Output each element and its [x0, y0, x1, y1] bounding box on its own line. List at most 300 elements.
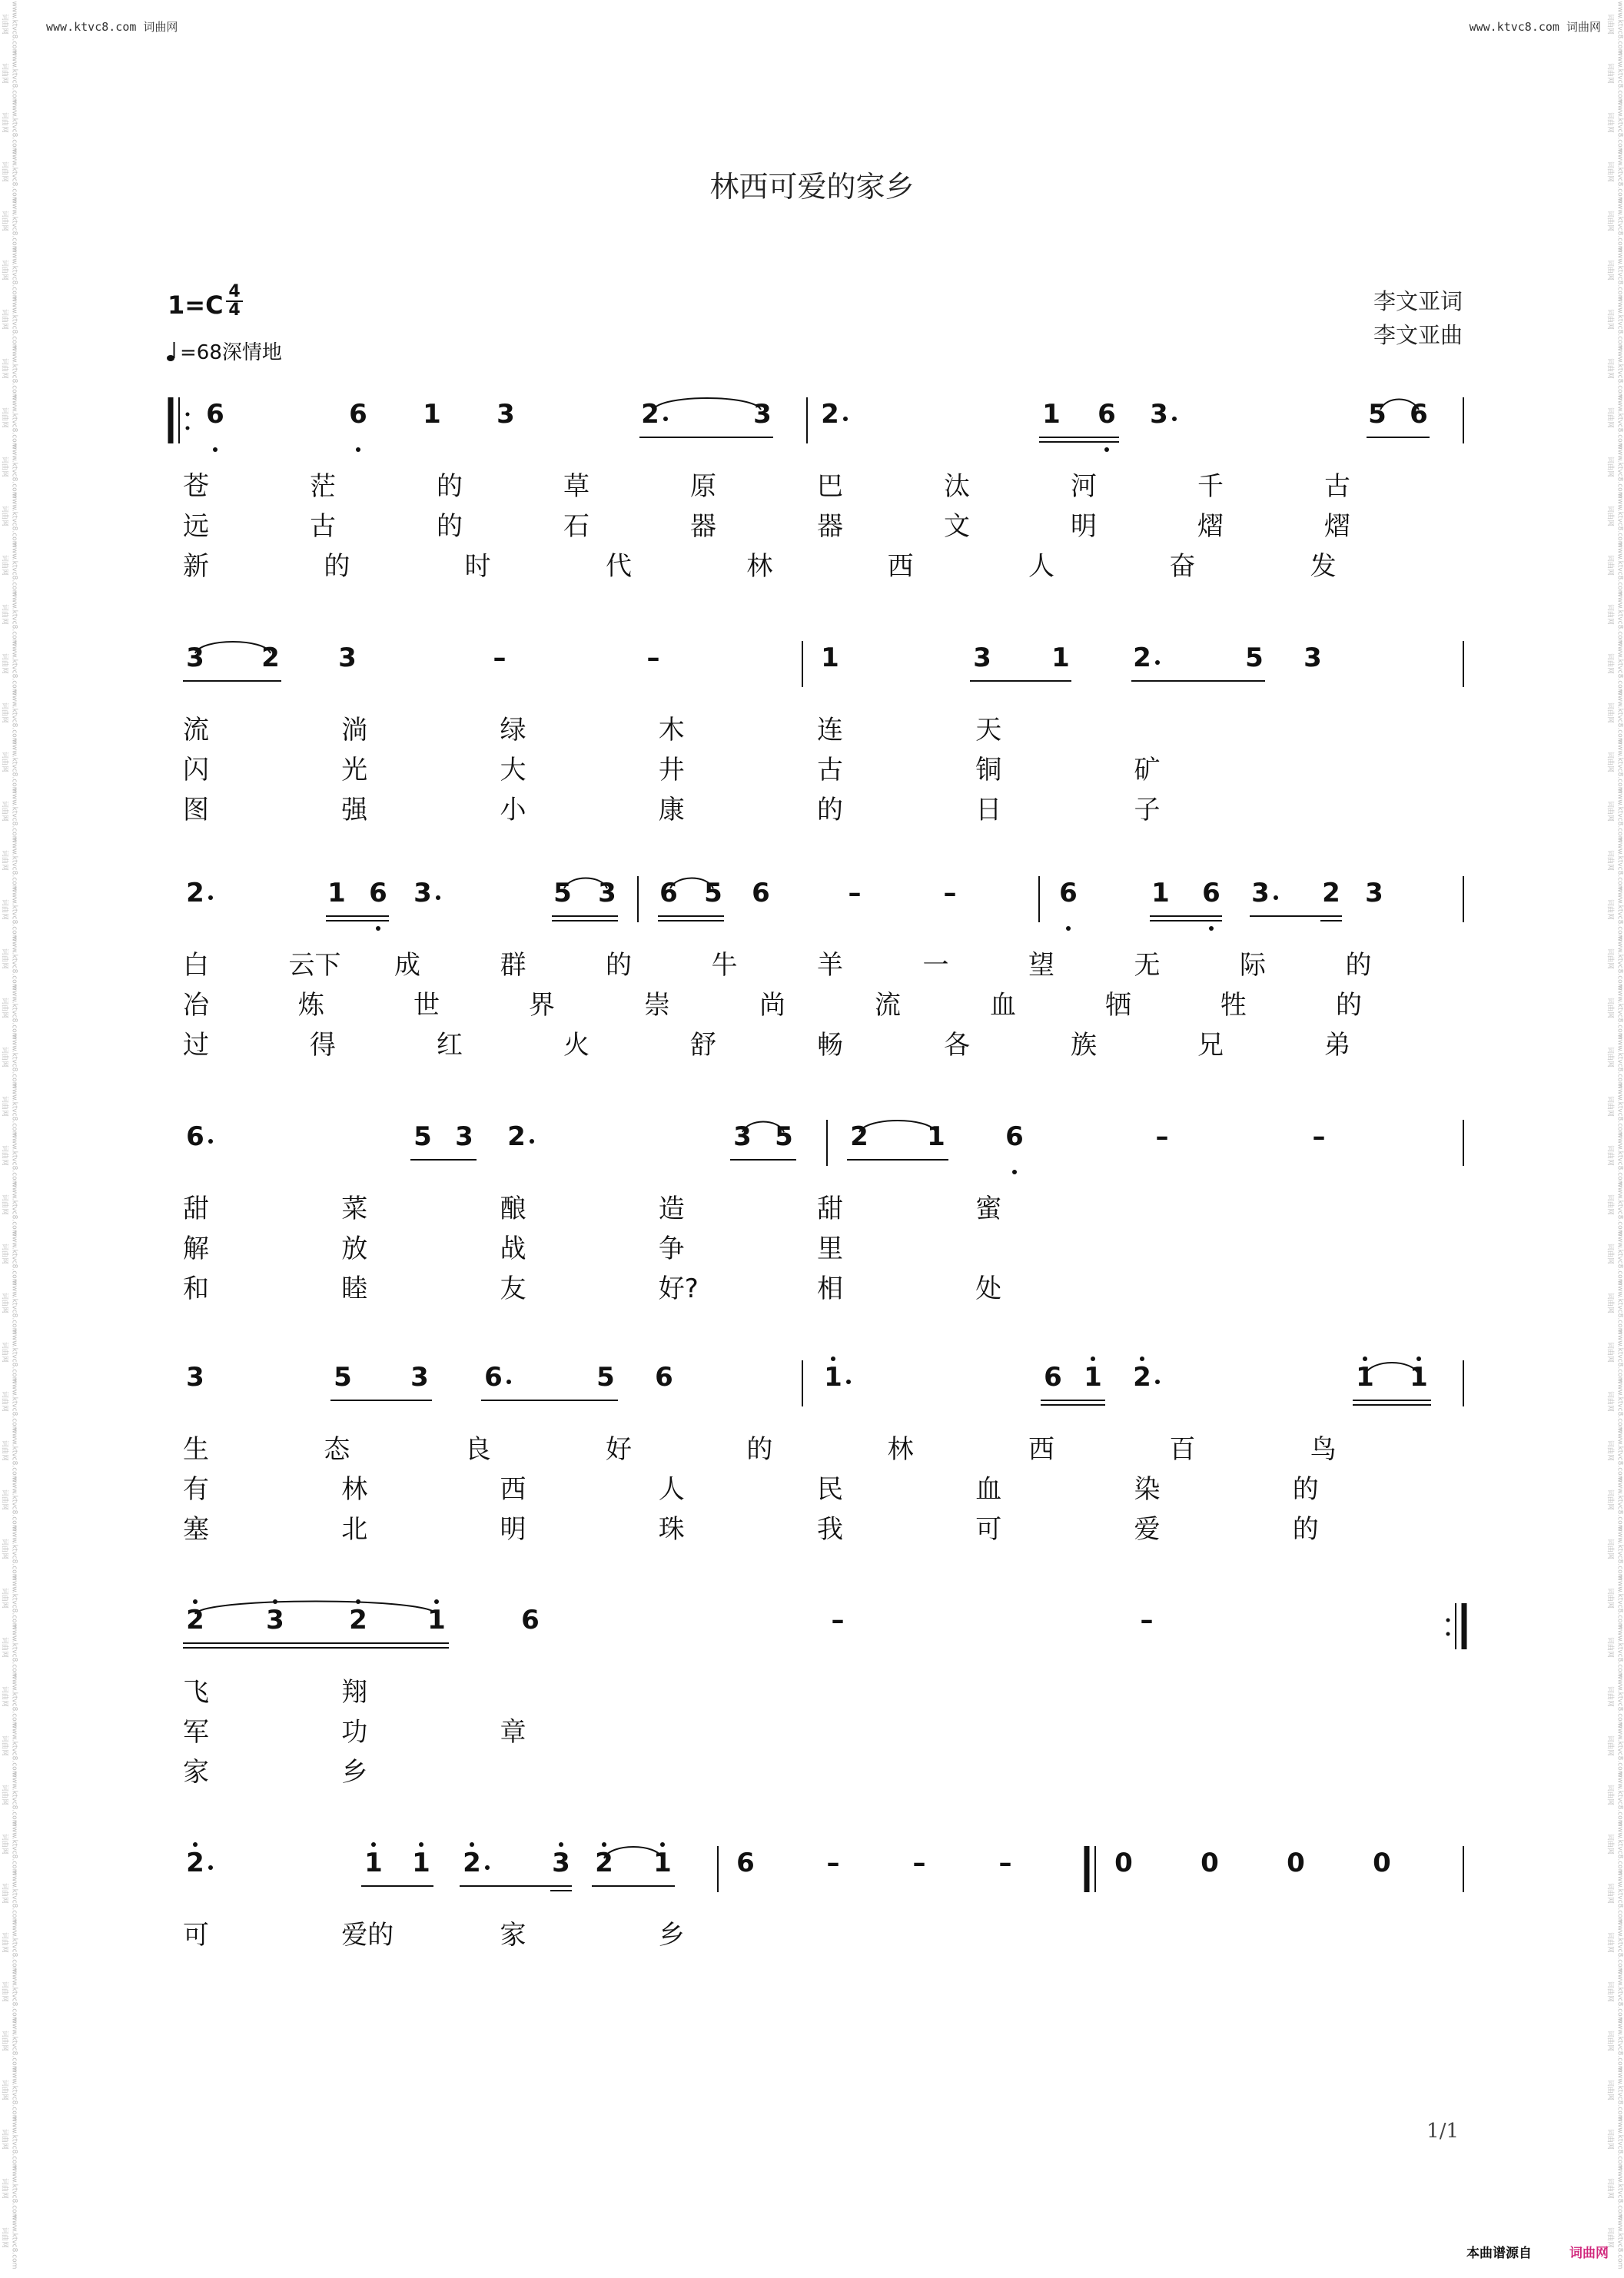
- lyric-verse-1: 木: [658, 715, 685, 745]
- lyric-verse-2: 井: [658, 755, 685, 785]
- lyric-verse-2: 血: [975, 1474, 1002, 1505]
- lyric-verse-2: 章: [500, 1717, 526, 1748]
- augmentation-dot: [530, 1139, 534, 1144]
- lyric-verse-2: 争: [658, 1234, 685, 1264]
- lyric-verse-3: 珠: [658, 1514, 685, 1545]
- side-watermark-text: www.ktvc8.com 词曲网: [1606, 935, 1624, 991]
- note-2: 2: [349, 1605, 367, 1635]
- octave-dot-below: [376, 926, 380, 931]
- watermark-left: www.ktvc8.com 词曲网: [46, 20, 178, 34]
- lyric-verse-1: 翔: [341, 1677, 368, 1708]
- augmentation-dot: [663, 417, 668, 421]
- lyric-verse-2: 有: [183, 1474, 209, 1505]
- augmentation-dot: [1155, 660, 1160, 665]
- lyric-verse-1: 的: [1345, 950, 1372, 981]
- system-6-lines: [0, 1594, 1624, 1794]
- lyric-verse-1: 羊: [817, 950, 843, 981]
- lyric-verse-3: 塞: [183, 1514, 209, 1545]
- note-6: 6: [349, 399, 367, 430]
- lyric-verse-3: 代: [606, 551, 632, 582]
- side-watermark-text: www.ktvc8.com 词曲网: [1606, 1083, 1624, 1138]
- lyric-verse-3: 北: [341, 1514, 368, 1545]
- side-watermark-text: www.ktvc8.com 词曲网: [0, 1624, 18, 1679]
- lyric-verse-2: 世: [413, 990, 440, 1021]
- side-watermark-text: www.ktvc8.com 词曲网: [0, 1526, 18, 1581]
- note-5: 5: [553, 878, 572, 908]
- lyric-verse-1: 无: [1134, 950, 1161, 981]
- octave-dot-below: [356, 447, 360, 452]
- side-watermark-text: www.ktvc8.com 词曲网: [0, 1083, 18, 1138]
- lyric-verse-3: 子: [1134, 795, 1161, 825]
- side-watermark-text: www.ktvc8.com 词曲网: [1606, 2165, 1624, 2220]
- lyric-verse-2: 古: [817, 755, 843, 785]
- lyric-verse-3: 日: [975, 795, 1002, 825]
- note-2: 2: [821, 399, 839, 430]
- lyric-verse-2: 染: [1134, 1474, 1161, 1505]
- octave-dot-below: [1012, 1170, 1017, 1174]
- side-watermark-text: www.ktvc8.com 词曲网: [0, 2017, 18, 2073]
- side-watermark-text: www.ktvc8.com 词曲网: [1606, 2116, 1624, 2171]
- lyric-verse-3: 西: [887, 551, 914, 582]
- side-watermark-text: www.ktvc8.com 词曲网: [0, 1230, 18, 1286]
- lyric-verse-3: 相: [817, 1273, 843, 1304]
- side-watermark-text: www.ktvc8.com 词曲网: [0, 1575, 18, 1630]
- note-5: 5: [413, 1121, 432, 1152]
- side-watermark-text: www.ktvc8.com 词曲网: [1606, 1427, 1624, 1483]
- note-2: 2: [641, 399, 659, 430]
- lyric-verse-1: 天: [975, 715, 1002, 745]
- side-watermark-text: www.ktvc8.com 词曲网: [1606, 2017, 1624, 2073]
- octave-dot-below: [1104, 447, 1109, 452]
- lyric-verse-1: 流: [183, 715, 209, 745]
- lyric-verse-3: 康: [658, 795, 685, 825]
- lyric-verse-1: 的: [606, 950, 632, 981]
- side-watermark-text: www.ktvc8.com 词曲网: [0, 296, 18, 351]
- lyric-verse-1: 的: [746, 1434, 773, 1465]
- side-watermark-text: www.ktvc8.com 词曲网: [1606, 1476, 1624, 1532]
- note-0: 0: [1373, 1848, 1391, 1878]
- note-6: 6: [659, 878, 678, 908]
- side-watermark-text: www.ktvc8.com 词曲网: [1606, 1, 1624, 56]
- lyric-verse-2: 牲: [1220, 990, 1247, 1021]
- note-3: 3: [1251, 878, 1270, 908]
- side-watermark-text: www.ktvc8.com 词曲网: [1606, 739, 1624, 794]
- lyric-verse-3: 强: [341, 795, 368, 825]
- sustain-dash: –: [848, 878, 862, 908]
- octave-dot-above: [273, 1599, 277, 1604]
- lyric-verse-1: 飞: [183, 1677, 209, 1708]
- octave-dot-above: [356, 1599, 360, 1604]
- lyric-verse-3: 的: [1292, 1514, 1319, 1545]
- lyric-verse-2: 解: [183, 1234, 209, 1264]
- meter-bottom: 4: [228, 301, 241, 320]
- lyric-verse-3: 处: [975, 1273, 1002, 1304]
- side-watermark-text: www.ktvc8.com 词曲网: [0, 1181, 18, 1237]
- lyric-verse-1: 连: [817, 715, 843, 745]
- note-1: 1: [412, 1848, 430, 1878]
- system-4-lines: [0, 1111, 1624, 1310]
- watermark-right: www.ktvc8.com 词曲网: [1469, 20, 1601, 34]
- side-watermark-text: www.ktvc8.com 词曲网: [1606, 591, 1624, 646]
- side-watermark-text: www.ktvc8.com 词曲网: [0, 1821, 18, 1876]
- note-3: 3: [338, 643, 357, 673]
- lyric-verse-1: 百: [1169, 1434, 1196, 1465]
- octave-dot-above: [434, 1599, 439, 1604]
- side-watermark-text: www.ktvc8.com 词曲网: [1606, 985, 1624, 1040]
- augmentation-dot: [843, 417, 848, 421]
- side-watermark-text: www.ktvc8.com 词曲网: [1606, 1722, 1624, 1778]
- side-watermark-text: www.ktvc8.com 词曲网: [1606, 394, 1624, 450]
- octave-dot-above: [602, 1842, 606, 1847]
- side-watermark-text: www.ktvc8.com 词曲网: [0, 689, 18, 745]
- side-watermark-text: www.ktvc8.com 词曲网: [0, 345, 18, 400]
- lyric-verse-3: 新: [183, 551, 209, 582]
- note-3: 3: [753, 399, 772, 430]
- sustain-dash: –: [493, 643, 506, 673]
- lyric-verse-1: 一: [922, 950, 949, 981]
- lyric-verse-3: 发: [1310, 551, 1337, 582]
- note-1: 1: [1084, 1362, 1102, 1393]
- lyric-verse-1: 原: [690, 471, 716, 502]
- side-watermark-text: www.ktvc8.com 词曲网: [0, 1968, 18, 2024]
- lyric-verse-1: 巴: [817, 471, 843, 502]
- side-watermark-text: www.ktvc8.com 词曲网: [0, 1919, 18, 1974]
- note-3: 3: [598, 878, 616, 908]
- side-watermark-text: www.ktvc8.com 词曲网: [1606, 2214, 1624, 2270]
- note-2: 2: [261, 643, 280, 673]
- system-2-lines: [0, 632, 1624, 832]
- octave-dot-above: [371, 1842, 376, 1847]
- side-watermark-text: www.ktvc8.com 词曲网: [1606, 837, 1624, 892]
- note-2: 2: [186, 878, 204, 908]
- note-2: 2: [595, 1848, 613, 1878]
- lyric-verse-3: 好?: [658, 1273, 699, 1304]
- side-watermark-text: www.ktvc8.com 词曲网: [0, 640, 18, 696]
- sustain-dash: –: [826, 1848, 840, 1878]
- augmentation-dot: [1155, 1380, 1160, 1384]
- lyric-verse-2: 的: [1336, 990, 1362, 1021]
- side-watermark-text: www.ktvc8.com 词曲网: [0, 788, 18, 843]
- octave-dot-above: [559, 1842, 563, 1847]
- side-watermark-text: www.ktvc8.com 词曲网: [1606, 2067, 1624, 2122]
- lyric-verse-2: 器: [817, 511, 843, 542]
- note-6: 6: [1059, 878, 1078, 908]
- side-watermark-text: www.ktvc8.com 词曲网: [1606, 99, 1624, 154]
- note-1: 1: [327, 878, 346, 908]
- lyric-verse-3: 各: [944, 1030, 970, 1061]
- side-watermark-text: www.ktvc8.com 词曲网: [0, 443, 18, 499]
- side-watermark-text: www.ktvc8.com 词曲网: [0, 542, 18, 597]
- side-watermark-text: www.ktvc8.com 词曲网: [0, 1, 18, 56]
- lyric-verse-2: 西: [500, 1474, 526, 1505]
- note-3: 3: [455, 1121, 473, 1152]
- lyric-verse-2: 铜: [975, 755, 1002, 785]
- lyric-verse-1: 白: [183, 950, 209, 981]
- octave-dot-above: [1140, 1357, 1144, 1361]
- tempo-marking: [166, 337, 282, 365]
- side-watermark-text: www.ktvc8.com 词曲网: [1606, 886, 1624, 941]
- note-0: 0: [1201, 1848, 1219, 1878]
- note-5: 5: [596, 1362, 615, 1393]
- side-watermark-text: www.ktvc8.com 词曲网: [0, 1378, 18, 1433]
- note-1: 1: [821, 643, 839, 673]
- side-watermark-text: www.ktvc8.com 词曲网: [1606, 1034, 1624, 1089]
- side-watermark-text: www.ktvc8.com 词曲网: [0, 837, 18, 892]
- note-1: 1: [364, 1848, 383, 1878]
- lyric-verse-3: 火: [563, 1030, 589, 1061]
- lyric-verse-2: 血: [990, 990, 1016, 1021]
- octave-dot-below: [213, 447, 218, 452]
- note-6: 6: [521, 1605, 540, 1635]
- note-3: 3: [413, 878, 432, 908]
- augmentation-dot: [846, 1380, 851, 1384]
- lyric-verse-2: 牺: [1105, 990, 1131, 1021]
- lyric-verse-2: 战: [500, 1234, 526, 1264]
- augmentation-dot: [208, 895, 213, 900]
- lyric-verse-2: 的: [437, 511, 463, 542]
- lyric-verse-2: 冶: [183, 990, 209, 1021]
- side-watermark-text: www.ktvc8.com 词曲网: [0, 493, 18, 548]
- lyric-verse-1: 可: [183, 1920, 209, 1951]
- side-watermark-text: www.ktvc8.com 词曲网: [0, 1722, 18, 1778]
- note-0: 0: [1114, 1848, 1133, 1878]
- side-watermark-text: www.ktvc8.com 词曲网: [0, 935, 18, 991]
- side-watermark-text: www.ktvc8.com 词曲网: [1606, 148, 1624, 204]
- side-watermark-text: www.ktvc8.com 词曲网: [1606, 1526, 1624, 1581]
- side-watermark-text: www.ktvc8.com 词曲网: [0, 2165, 18, 2220]
- side-watermark-text: www.ktvc8.com 词曲网: [0, 591, 18, 646]
- lyric-verse-3: 我: [817, 1514, 843, 1545]
- side-watermark-text: www.ktvc8.com 词曲网: [0, 1427, 18, 1483]
- note-2: 2: [186, 1848, 204, 1878]
- side-watermark-text: www.ktvc8.com 词曲网: [1606, 1870, 1624, 1925]
- lyric-verse-1: 的: [437, 471, 463, 502]
- side-watermark-text: www.ktvc8.com 词曲网: [1606, 1624, 1624, 1679]
- note-6: 6: [752, 878, 770, 908]
- side-watermark-text: www.ktvc8.com 词曲网: [1606, 1919, 1624, 1974]
- note-6: 6: [1005, 1121, 1024, 1152]
- note-6: 6: [484, 1362, 503, 1393]
- lyric-verse-3: 图: [183, 795, 209, 825]
- note-5: 5: [334, 1362, 352, 1393]
- note-2: 2: [1322, 878, 1340, 908]
- lyric-verse-1: 古: [1324, 471, 1350, 502]
- lyric-verse-1: 绿: [500, 715, 526, 745]
- lyric-verse-1: 态: [324, 1434, 350, 1465]
- lyric-verse-1: 蜜: [975, 1194, 1002, 1224]
- note-5: 5: [704, 878, 722, 908]
- lyric-verse-3: 和: [183, 1273, 209, 1304]
- lyric-verse-2: 炼: [298, 990, 324, 1021]
- sustain-dash: –: [1312, 1121, 1326, 1152]
- lyric-verse-3: 过: [183, 1030, 209, 1061]
- lyricist-credit: 李文亚词: [1373, 288, 1463, 314]
- side-watermark-text: www.ktvc8.com 词曲网: [1606, 1772, 1624, 1827]
- lyric-verse-3: 舒: [690, 1030, 716, 1061]
- side-watermark-text: www.ktvc8.com 词曲网: [1606, 1673, 1624, 1728]
- note-5: 5: [775, 1121, 793, 1152]
- augmentation-dot: [208, 1865, 213, 1870]
- octave-dot-below: [1066, 926, 1071, 931]
- octave-dot-above: [831, 1357, 835, 1361]
- side-watermark-text: www.ktvc8.com 词曲网: [1606, 689, 1624, 745]
- sustain-dash: –: [1140, 1605, 1154, 1635]
- augmentation-dot: [436, 895, 440, 900]
- side-watermark-text: www.ktvc8.com 词曲网: [1606, 542, 1624, 597]
- side-watermark-text: www.ktvc8.com 词曲网: [0, 985, 18, 1040]
- note-1: 1: [927, 1121, 945, 1152]
- side-watermark-text: www.ktvc8.com 词曲网: [1606, 50, 1624, 105]
- lyric-verse-1: 草: [563, 471, 589, 502]
- lyric-verse-3: 友: [500, 1273, 526, 1304]
- lyric-verse-2: 古: [310, 511, 336, 542]
- lyric-verse-3: 乡: [341, 1757, 368, 1788]
- sustain-dash: –: [646, 643, 660, 673]
- octave-dot-above: [470, 1842, 474, 1847]
- note-5: 5: [1368, 399, 1387, 430]
- sustain-dash: –: [998, 1848, 1012, 1878]
- lyric-verse-3: 家: [183, 1757, 209, 1788]
- sustain-dash: –: [1155, 1121, 1169, 1152]
- augmentation-dot: [506, 1380, 511, 1384]
- note-3: 3: [186, 643, 204, 673]
- lyric-verse-2: 石: [563, 511, 589, 542]
- lyric-verse-2: 里: [817, 1234, 843, 1264]
- side-watermark-text: www.ktvc8.com 词曲网: [0, 1476, 18, 1532]
- sustain-dash: –: [943, 878, 957, 908]
- lyric-verse-1: 菜: [341, 1194, 368, 1224]
- lyric-verse-2: 尚: [759, 990, 785, 1021]
- lyric-verse-1: 河: [1071, 471, 1097, 502]
- lyric-verse-2: 熠: [1197, 511, 1224, 542]
- note-1: 1: [653, 1848, 672, 1878]
- side-watermark-text: www.ktvc8.com 词曲网: [1606, 1378, 1624, 1433]
- side-watermark-text: www.ktvc8.com 词曲网: [0, 886, 18, 941]
- lyric-verse-2: 界: [529, 990, 555, 1021]
- note-6: 6: [186, 1121, 204, 1152]
- lyric-verse-1: 苍: [183, 471, 209, 502]
- note-3: 3: [552, 1848, 570, 1878]
- side-watermark-text: www.ktvc8.com 词曲网: [1606, 345, 1624, 400]
- note-3: 3: [733, 1121, 752, 1152]
- sustain-dash: –: [912, 1848, 926, 1878]
- lyric-verse-1: 淌: [341, 715, 368, 745]
- lyric-verse-1: 际: [1240, 950, 1266, 981]
- lyric-verse-1: 生: [183, 1434, 209, 1465]
- octave-dot-above: [1091, 1357, 1095, 1361]
- side-watermark-text: www.ktvc8.com 词曲网: [1606, 1821, 1624, 1876]
- note-3: 3: [186, 1362, 204, 1393]
- side-watermark-text: www.ktvc8.com 词曲网: [1606, 788, 1624, 843]
- lyric-verse-3: 林: [746, 551, 773, 582]
- side-watermark-text: www.ktvc8.com 词曲网: [0, 739, 18, 794]
- octave-dot-above: [660, 1842, 665, 1847]
- note-1: 1: [423, 399, 441, 430]
- side-watermark-text: www.ktvc8.com 词曲网: [1606, 1575, 1624, 1630]
- note-3: 3: [496, 399, 515, 430]
- quarter-note-icon: [166, 340, 180, 362]
- lyric-verse-3: 奋: [1169, 551, 1196, 582]
- lyric-verse-2: 林: [341, 1474, 368, 1505]
- side-watermark-text: www.ktvc8.com 词曲网: [1606, 1329, 1624, 1384]
- side-watermark-text: www.ktvc8.com 词曲网: [0, 99, 18, 154]
- note-1: 1: [1042, 399, 1061, 430]
- lyric-verse-1: 茫: [310, 471, 336, 502]
- song-title: 林西可爱的家乡: [709, 170, 915, 204]
- note-0: 0: [1287, 1848, 1305, 1878]
- lyric-verse-3: 可: [975, 1514, 1002, 1545]
- side-watermark-text: www.ktvc8.com 词曲网: [0, 50, 18, 105]
- note-6: 6: [1202, 878, 1220, 908]
- octave-dot-above: [1416, 1357, 1421, 1361]
- augmentation-dot: [1274, 895, 1278, 900]
- note-1: 1: [824, 1362, 842, 1393]
- side-watermark-text: www.ktvc8.com 词曲网: [1606, 198, 1624, 253]
- note-6: 6: [369, 878, 387, 908]
- lyric-verse-1: 家: [500, 1920, 526, 1951]
- augmentation-dot: [485, 1865, 490, 1870]
- note-1: 1: [1356, 1362, 1374, 1393]
- lyric-verse-2: 文: [944, 511, 970, 542]
- side-watermark-text: www.ktvc8.com 词曲网: [1606, 493, 1624, 548]
- note-1: 1: [1051, 643, 1070, 673]
- side-watermark-text: www.ktvc8.com 词曲网: [0, 1329, 18, 1384]
- lyric-verse-1: 甜: [183, 1194, 209, 1224]
- note-3: 3: [1304, 643, 1322, 673]
- lyric-verse-3: 的: [817, 795, 843, 825]
- lyric-verse-1: 望: [1028, 950, 1054, 981]
- octave-dot-above: [193, 1599, 198, 1604]
- note-6: 6: [1044, 1362, 1062, 1393]
- side-watermark-text: www.ktvc8.com 词曲网: [0, 1034, 18, 1089]
- lyric-verse-2: 流: [875, 990, 901, 1021]
- lyric-verse-2: 崇: [644, 990, 670, 1021]
- source-brand-link[interactable]: 词曲网: [1569, 2246, 1609, 2261]
- lyric-verse-1: 成: [394, 950, 420, 981]
- side-watermark-text: www.ktvc8.com 词曲网: [0, 1673, 18, 1728]
- note-1: 1: [1410, 1362, 1428, 1393]
- note-3: 3: [266, 1605, 284, 1635]
- lyric-verse-3: 时: [464, 551, 491, 582]
- tempo-mood: 深情地: [221, 341, 282, 364]
- key-signature: 1=C: [168, 291, 224, 320]
- lyric-verse-2: 远: [183, 511, 209, 542]
- note-3: 3: [1365, 878, 1383, 908]
- side-watermark-text: www.ktvc8.com 词曲网: [1606, 1280, 1624, 1335]
- lyric-verse-3: 的: [324, 551, 350, 582]
- lyric-verse-1: 酿: [500, 1194, 526, 1224]
- side-watermark-text: www.ktvc8.com 词曲网: [0, 1280, 18, 1335]
- lyric-verse-3: 明: [500, 1514, 526, 1545]
- note-1: 1: [1151, 878, 1170, 908]
- octave-dot-above: [419, 1842, 423, 1847]
- lyric-verse-1: 云下: [288, 950, 341, 981]
- system-5-lines: [0, 1351, 1624, 1551]
- note-2: 2: [1133, 1362, 1151, 1393]
- lyric-verse-1: 林: [887, 1434, 914, 1465]
- note-6: 6: [655, 1362, 673, 1393]
- note-6: 6: [1098, 399, 1116, 430]
- lyric-verse-3: 爱: [1134, 1514, 1161, 1545]
- meter-top: 4: [228, 282, 241, 301]
- side-watermark-text: www.ktvc8.com 词曲网: [1606, 1132, 1624, 1187]
- side-watermark-text: www.ktvc8.com 词曲网: [0, 394, 18, 450]
- note-6: 6: [206, 399, 224, 430]
- lyric-verse-3: 兄: [1197, 1030, 1224, 1061]
- note-1: 1: [427, 1605, 446, 1635]
- note-3: 3: [1150, 399, 1168, 430]
- lyric-verse-1: 造: [658, 1194, 685, 1224]
